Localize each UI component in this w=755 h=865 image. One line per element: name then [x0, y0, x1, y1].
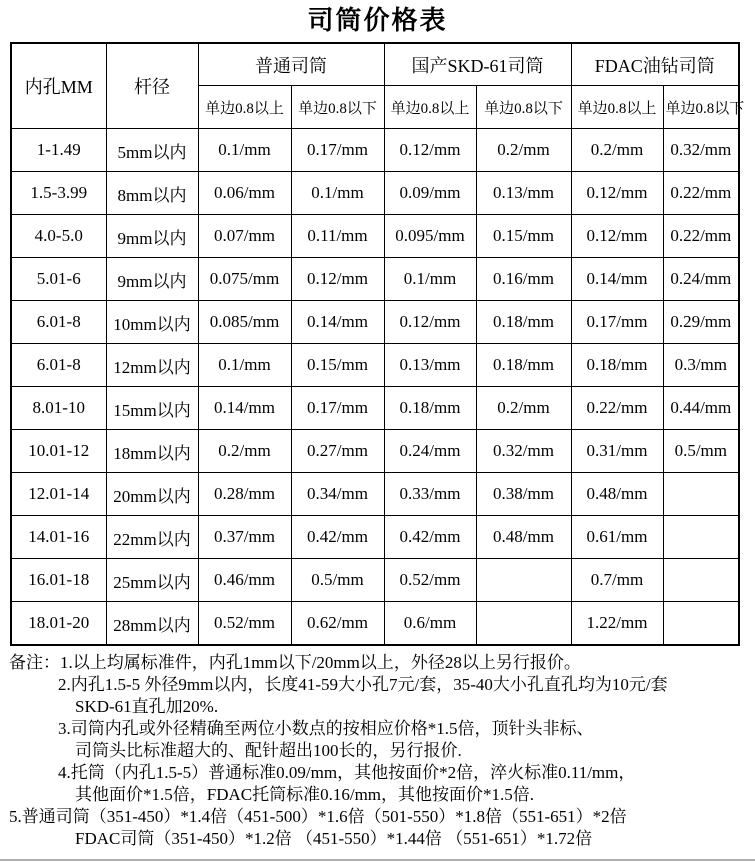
note-line-4: 4.托筒（内孔1.5-5）普通标准0.09/mm，其他按面价*2倍，淬火标准0.11/mm，	[58, 763, 636, 782]
skd-below-price: 0.15/mm	[476, 215, 571, 258]
skd-above-price: 0.18/mm	[384, 387, 476, 430]
fdac-above-price: 0.61/mm	[571, 516, 663, 559]
normal-above-price: 0.07/mm	[198, 215, 291, 258]
skd-below-price: 0.48/mm	[476, 516, 571, 559]
table-row	[11, 387, 739, 430]
fdac-above-price: 0.31/mm	[571, 430, 663, 473]
skd-above-price: 0.1/mm	[384, 258, 476, 301]
rod-diameter-cell: 20mm以内	[106, 473, 198, 516]
normal-below-price: 0.62/mm	[291, 602, 384, 646]
table-row	[11, 473, 739, 516]
note-line-2: 2.内孔1.5-5 外径9mm以内，长度41-59大小孔7元/套，35-40大小孔直孔均为10元/套	[58, 675, 668, 694]
normal-below-price: 0.15/mm	[291, 344, 384, 387]
skd-below-price: 0.2/mm	[476, 129, 571, 172]
subheader-normal-below-0.8: 单边0.8以下	[291, 86, 384, 129]
skd-above-price: 0.6/mm	[384, 602, 476, 646]
fdac-below-price: 0.29/mm	[663, 301, 739, 344]
fdac-above-price: 0.12/mm	[571, 215, 663, 258]
header-group-row	[11, 43, 739, 86]
normal-above-price: 0.14/mm	[198, 387, 291, 430]
bore-range-cell: 18.01-20	[11, 602, 106, 646]
subheader-skd-above-0.8: 单边0.8以上	[384, 86, 476, 129]
fdac-below-price: 0.22/mm	[663, 172, 739, 215]
fdac-above-price: 0.2/mm	[571, 129, 663, 172]
note-line-4b: 其他面价*1.5倍，FDAC托筒标准0.16/mm，其他按面价*1.5倍.	[75, 785, 535, 804]
fdac-below-price: 0.24/mm	[663, 258, 739, 301]
normal-below-price: 0.14/mm	[291, 301, 384, 344]
header-bore-mm: 内孔MM	[11, 43, 106, 129]
table-row	[11, 129, 739, 172]
normal-below-price: 0.11/mm	[291, 215, 384, 258]
fdac-above-price: 0.17/mm	[571, 301, 663, 344]
rod-diameter-cell: 10mm以内	[106, 301, 198, 344]
bore-range-cell: 6.01-8	[11, 344, 106, 387]
header-group-skd61-sleeve: 国产SKD-61司筒	[384, 43, 571, 86]
header-rod-diameter: 杆径	[106, 43, 198, 129]
fdac-below-price	[663, 559, 739, 602]
skd-above-price: 0.09/mm	[384, 172, 476, 215]
skd-above-price: 0.42/mm	[384, 516, 476, 559]
normal-above-price: 0.085/mm	[198, 301, 291, 344]
note-line-3: 3.司筒内孔或外径精确至两位小数点的按相应价格*1.5倍，顶针头非标、	[58, 719, 594, 738]
skd-above-price: 0.24/mm	[384, 430, 476, 473]
normal-above-price: 0.52/mm	[198, 602, 291, 646]
note-line-3b: 司筒头比标准超大的、配针超出100长的，另行报价.	[75, 741, 462, 760]
normal-above-price: 0.2/mm	[198, 430, 291, 473]
subheader-normal-above-0.8: 单边0.8以上	[198, 86, 291, 129]
skd-above-price: 0.13/mm	[384, 344, 476, 387]
normal-below-price: 0.12/mm	[291, 258, 384, 301]
fdac-above-price: 0.7/mm	[571, 559, 663, 602]
normal-above-price: 0.46/mm	[198, 559, 291, 602]
bore-range-cell: 12.01-14	[11, 473, 106, 516]
table-row	[11, 172, 739, 215]
normal-above-price: 0.28/mm	[198, 473, 291, 516]
rod-diameter-cell: 25mm以内	[106, 559, 198, 602]
normal-above-price: 0.075/mm	[198, 258, 291, 301]
fdac-above-price: 0.48/mm	[571, 473, 663, 516]
table-row	[11, 430, 739, 473]
bottom-divider	[0, 859, 755, 861]
skd-below-price: 0.38/mm	[476, 473, 571, 516]
rod-diameter-cell: 9mm以内	[106, 215, 198, 258]
price-table	[10, 42, 745, 646]
bore-range-cell: 4.0-5.0	[11, 215, 106, 258]
normal-above-price: 0.1/mm	[198, 344, 291, 387]
table-row	[11, 344, 739, 387]
normal-below-price: 0.17/mm	[291, 129, 384, 172]
fdac-above-price: 0.22/mm	[571, 387, 663, 430]
notes-section	[9, 652, 755, 850]
note-line-2b: SKD-61直孔加20%.	[75, 697, 219, 716]
table-row	[11, 602, 739, 646]
skd-above-price: 0.095/mm	[384, 215, 476, 258]
skd-below-price	[476, 559, 571, 602]
rod-diameter-cell: 28mm以内	[106, 602, 198, 646]
subheader-fdac-below-0.8: 单边0.8以下	[663, 86, 739, 129]
rod-diameter-cell: 8mm以内	[106, 172, 198, 215]
normal-above-price: 0.06/mm	[198, 172, 291, 215]
skd-below-price: 0.16/mm	[476, 258, 571, 301]
header-group-normal-sleeve: 普通司筒	[198, 43, 384, 86]
skd-above-price: 0.52/mm	[384, 559, 476, 602]
bore-range-cell: 16.01-18	[11, 559, 106, 602]
normal-below-price: 0.34/mm	[291, 473, 384, 516]
fdac-below-price	[663, 473, 739, 516]
bore-range-cell: 6.01-8	[11, 301, 106, 344]
fdac-above-price: 0.14/mm	[571, 258, 663, 301]
table-row	[11, 215, 739, 258]
skd-below-price: 0.18/mm	[476, 301, 571, 344]
fdac-above-price: 0.12/mm	[571, 172, 663, 215]
normal-below-price: 0.1/mm	[291, 172, 384, 215]
table-row	[11, 516, 739, 559]
normal-above-price: 0.37/mm	[198, 516, 291, 559]
bore-range-cell: 10.01-12	[11, 430, 106, 473]
fdac-below-price: 0.3/mm	[663, 344, 739, 387]
fdac-below-price: 0.32/mm	[663, 129, 739, 172]
note-line-1: 备注：1.以上均属标准件，内孔1mm以下/20mm以上，外径28以上另行报价。	[9, 653, 581, 672]
fdac-below-price: 0.44/mm	[663, 387, 739, 430]
skd-above-price: 0.12/mm	[384, 129, 476, 172]
skd-below-price: 0.2/mm	[476, 387, 571, 430]
fdac-below-price: 0.5/mm	[663, 430, 739, 473]
normal-below-price: 0.17/mm	[291, 387, 384, 430]
skd-below-price	[476, 602, 571, 646]
skd-above-price: 0.33/mm	[384, 473, 476, 516]
rod-diameter-cell: 22mm以内	[106, 516, 198, 559]
note-line-5b: FDAC司筒（351-450）*1.2倍 （451-550）*1.44倍 （551-651）*1.72倍	[75, 829, 593, 848]
fdac-above-price: 1.22/mm	[571, 602, 663, 646]
subheader-fdac-above-0.8: 单边0.8以上	[571, 86, 663, 129]
header-group-fdac-sleeve: FDAC油钻司筒	[571, 43, 739, 86]
normal-below-price: 0.42/mm	[291, 516, 384, 559]
page-title: 司筒价格表	[307, 6, 448, 35]
rod-diameter-cell: 9mm以内	[106, 258, 198, 301]
subheader-skd-below-0.8: 单边0.8以下	[476, 86, 571, 129]
rod-diameter-cell: 18mm以内	[106, 430, 198, 473]
fdac-below-price: 0.22/mm	[663, 215, 739, 258]
bore-range-cell: 5.01-6	[11, 258, 106, 301]
skd-below-price: 0.13/mm	[476, 172, 571, 215]
fdac-below-price	[663, 602, 739, 646]
table-row	[11, 559, 739, 602]
fdac-above-price: 0.18/mm	[571, 344, 663, 387]
bore-range-cell: 1.5-3.99	[11, 172, 106, 215]
rod-diameter-cell: 15mm以内	[106, 387, 198, 430]
bore-range-cell: 14.01-16	[11, 516, 106, 559]
bore-range-cell: 8.01-10	[11, 387, 106, 430]
note-line-5: 5.普通司筒（351-450）*1.4倍（451-500）*1.6倍（501-550）*1.8倍（551-651）*2倍	[9, 807, 627, 826]
skd-above-price: 0.12/mm	[384, 301, 476, 344]
normal-below-price: 0.5/mm	[291, 559, 384, 602]
fdac-below-price	[663, 516, 739, 559]
skd-below-price: 0.32/mm	[476, 430, 571, 473]
rod-diameter-cell: 5mm以内	[106, 129, 198, 172]
skd-below-price: 0.18/mm	[476, 344, 571, 387]
rod-diameter-cell: 12mm以内	[106, 344, 198, 387]
normal-below-price: 0.27/mm	[291, 430, 384, 473]
bore-range-cell: 1-1.49	[11, 129, 106, 172]
normal-above-price: 0.1/mm	[198, 129, 291, 172]
table-row	[11, 258, 739, 301]
table-row	[11, 301, 739, 344]
